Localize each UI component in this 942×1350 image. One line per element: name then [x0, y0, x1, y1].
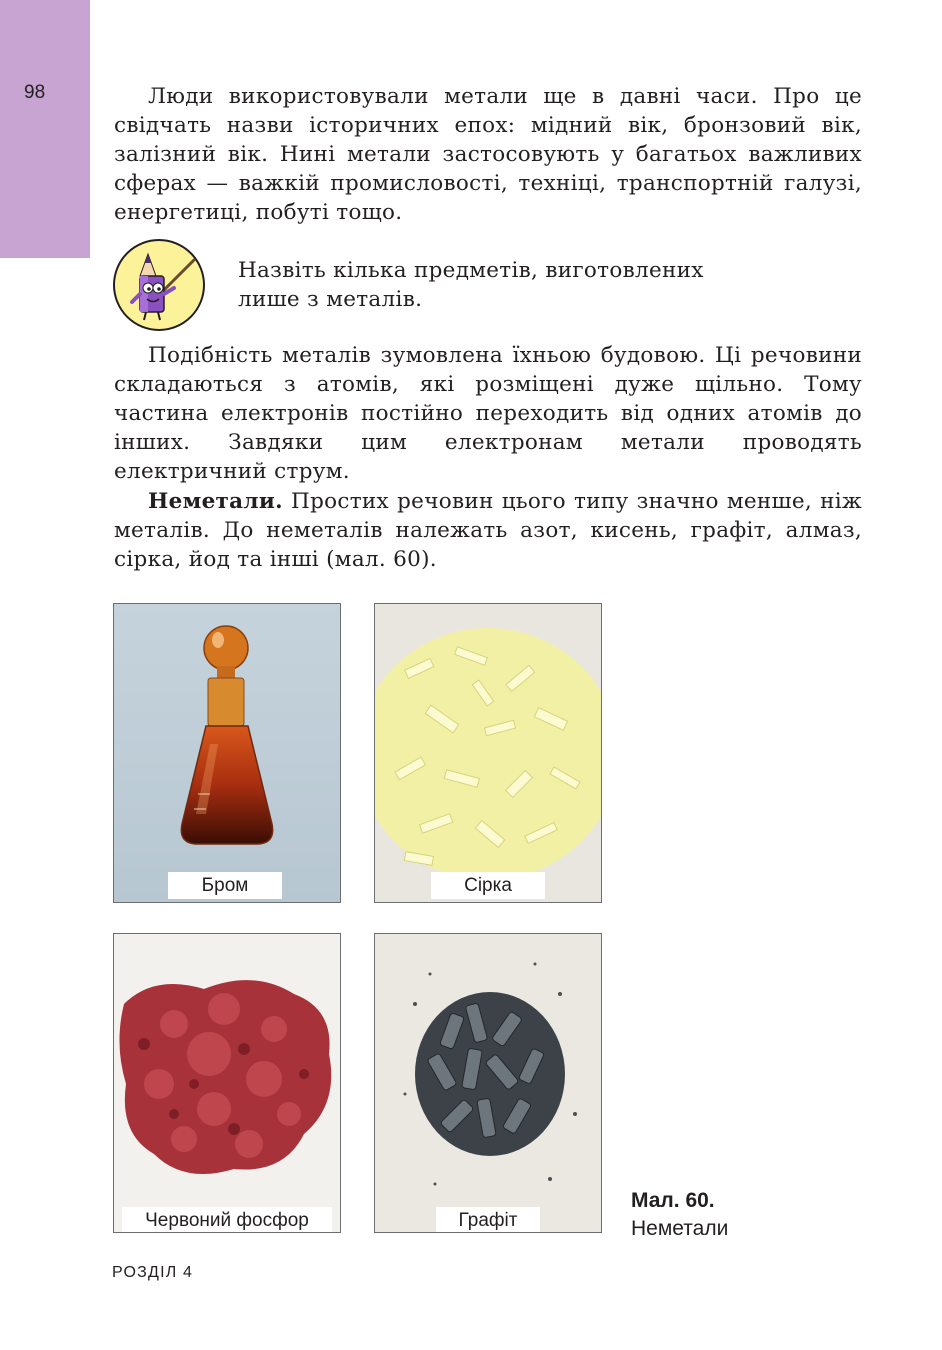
paragraph-text: Подібність металів зумовлена їхньою будовою. Ці речовини складаються з атомів, які розміщені дуже щільно. Тому частина електронів постійно переходить від одних атомів до інших. Завдяки цим електронам метали проводять електричний струм. — [114, 343, 862, 484]
chapter-footer: РОЗДІЛ 4 — [112, 1264, 194, 1281]
paragraph-metal-structure — [114, 341, 862, 486]
paragraph-text — [114, 487, 862, 574]
figure-caption — [631, 1187, 728, 1243]
question-line-2: лише з металів. — [238, 287, 423, 312]
bromine-photo — [113, 603, 341, 903]
section-heading: Неметали. — [148, 489, 283, 514]
red-phosphorus-photo — [113, 933, 341, 1233]
page-number: 98 — [24, 82, 46, 103]
figure-title: Неметали — [631, 1217, 729, 1240]
paragraph-text: Люди використовували метали ще в давні часи. Про це свідчать назви історичних епох: мідний вік, бронзовий вік, залізний вік. Нині метали застосовують у багатьох важливих сферах — важкій промисловості, техніці, транспортній галузі, енергетиці, побуті тощо. — [114, 84, 862, 225]
chapter-side-tab — [0, 0, 90, 258]
bromine-label: Бром — [168, 872, 282, 899]
sulfur-photo — [374, 603, 602, 903]
sulfur-label: Сірка — [431, 872, 545, 899]
red-phosphorus-label: Червоний фосфор — [122, 1207, 332, 1233]
graphite-photo — [374, 933, 602, 1233]
figure-number: Мал. 60. — [631, 1189, 715, 1212]
paragraph-metals-history — [114, 82, 862, 227]
question-prompt — [238, 256, 758, 314]
paragraph-body: Простих речовин цього типу значно менше, ніж металів. До неметалів належать азот, кисень, графіт, алмаз, сірка, йод та інші (мал. 60). — [114, 489, 862, 572]
pencil-mascot-icon — [112, 238, 206, 332]
graphite-label: Графіт — [436, 1207, 540, 1233]
paragraph-nonmetals — [114, 487, 862, 574]
question-line-1: Назвіть кілька предметів, виготовлених — [238, 258, 704, 283]
